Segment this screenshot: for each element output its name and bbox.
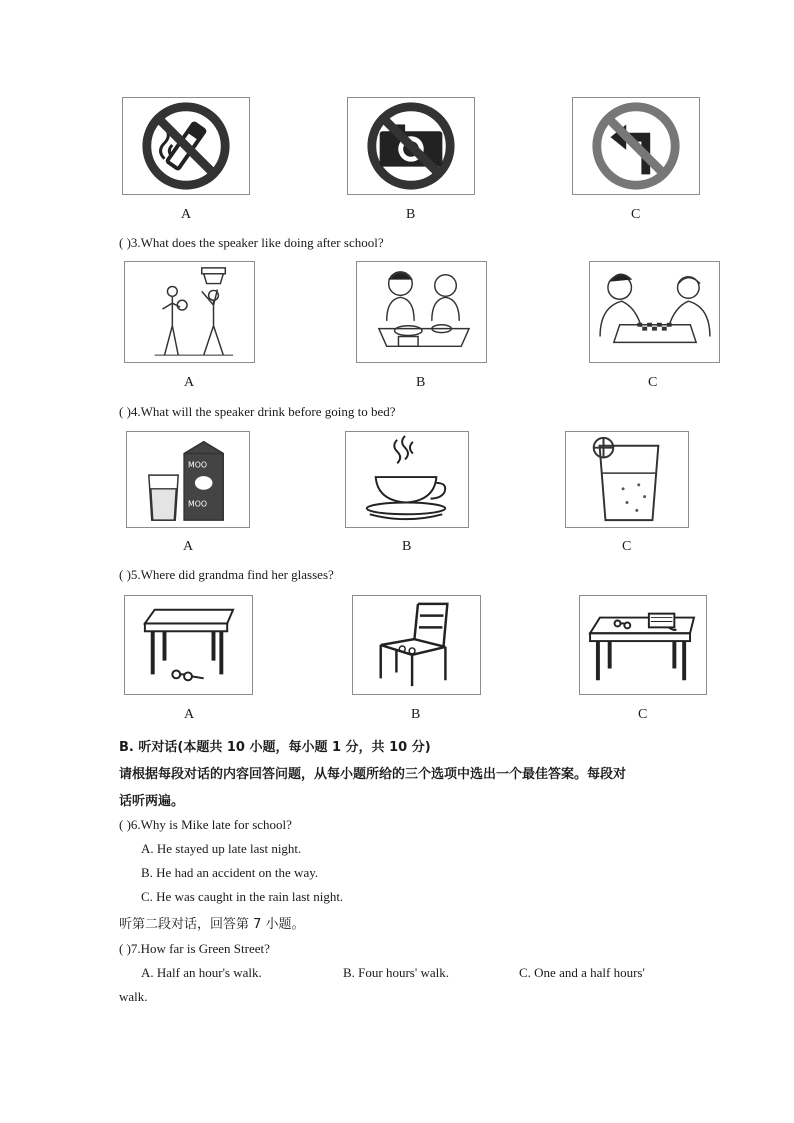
chess-image	[589, 261, 720, 363]
glass-of-juice-icon	[566, 432, 688, 527]
q6-option-b: B. He had an accident on the way.	[141, 865, 319, 880]
no-smoking-sign-image	[122, 97, 250, 195]
glasses-under-table-image	[124, 595, 253, 695]
milk-carton-icon	[127, 432, 249, 527]
option-label-b: B	[416, 375, 426, 390]
juice-image	[565, 431, 689, 528]
section-b-instruction-line2: 话听两遍。	[119, 794, 185, 809]
children-playing-chess-icon	[590, 262, 719, 362]
coffee-image	[345, 431, 469, 528]
glasses-on-table-image	[579, 595, 707, 695]
option-label-c: C	[648, 375, 658, 390]
chair-glasses-icon	[353, 596, 480, 694]
option-label-b: B	[406, 207, 416, 222]
q6-option-a: A. He stayed up late last night.	[141, 841, 302, 856]
glasses-on-chair-image	[352, 595, 481, 695]
question-3: ( )3.What does the speaker like doing after school?	[119, 235, 384, 250]
table-glasses-on-top-icon	[580, 596, 706, 694]
option-label-a: A	[184, 707, 195, 722]
no-camera-icon	[348, 98, 474, 194]
milk-carton-label-lower: MOO	[188, 499, 208, 509]
dialogue-2-note: 听第二段对话，回答第 7 小题。	[119, 917, 305, 932]
basketball-image	[124, 261, 255, 363]
option-label-a: A	[181, 207, 192, 222]
no-smoking-icon	[123, 98, 249, 194]
option-label-c: C	[622, 539, 632, 554]
no-left-turn-sign-image	[572, 97, 700, 195]
cooking-image	[356, 261, 487, 363]
question-6: ( )6.Why is Mike late for school?	[119, 817, 292, 832]
q7-option-c-continued: walk.	[119, 989, 148, 1004]
basketball-players-icon	[125, 262, 254, 362]
section-b-title: B. 听对话(本题共 10 小题，每小题 1 分，共 10 分)	[119, 740, 431, 755]
option-label-c: C	[631, 207, 641, 222]
option-label-b: B	[402, 539, 412, 554]
q6-option-c: C. He was caught in the rain last night.	[141, 889, 344, 904]
milk-image	[126, 431, 250, 528]
no-left-turn-icon	[573, 98, 699, 194]
q7-option-c: C. One and a half hours'	[519, 965, 645, 980]
option-label-b: B	[411, 707, 421, 722]
milk-carton-label: MOO	[188, 460, 208, 470]
option-label-c: C	[638, 707, 648, 722]
children-cooking-icon	[357, 262, 486, 362]
section-b-instruction-line1: 请根据每段对话的内容回答问题，从每小题所给的三个选项中选出一个最佳答案。每段对	[119, 767, 627, 782]
question-7: ( )7.How far is Green Street?	[119, 941, 270, 956]
no-camera-sign-image	[347, 97, 475, 195]
question-5: ( )5.Where did grandma find her glasses?	[119, 567, 334, 582]
option-label-a: A	[183, 539, 194, 554]
table-glasses-under-icon	[125, 596, 252, 694]
q7-option-a: A. Half an hour's walk.	[141, 965, 262, 980]
option-label-a: A	[184, 375, 195, 390]
question-4: ( )4.What will the speaker drink before going to bed?	[119, 404, 396, 419]
hot-cup-icon	[346, 432, 468, 527]
q7-option-b: B. Four hours' walk.	[343, 965, 449, 980]
